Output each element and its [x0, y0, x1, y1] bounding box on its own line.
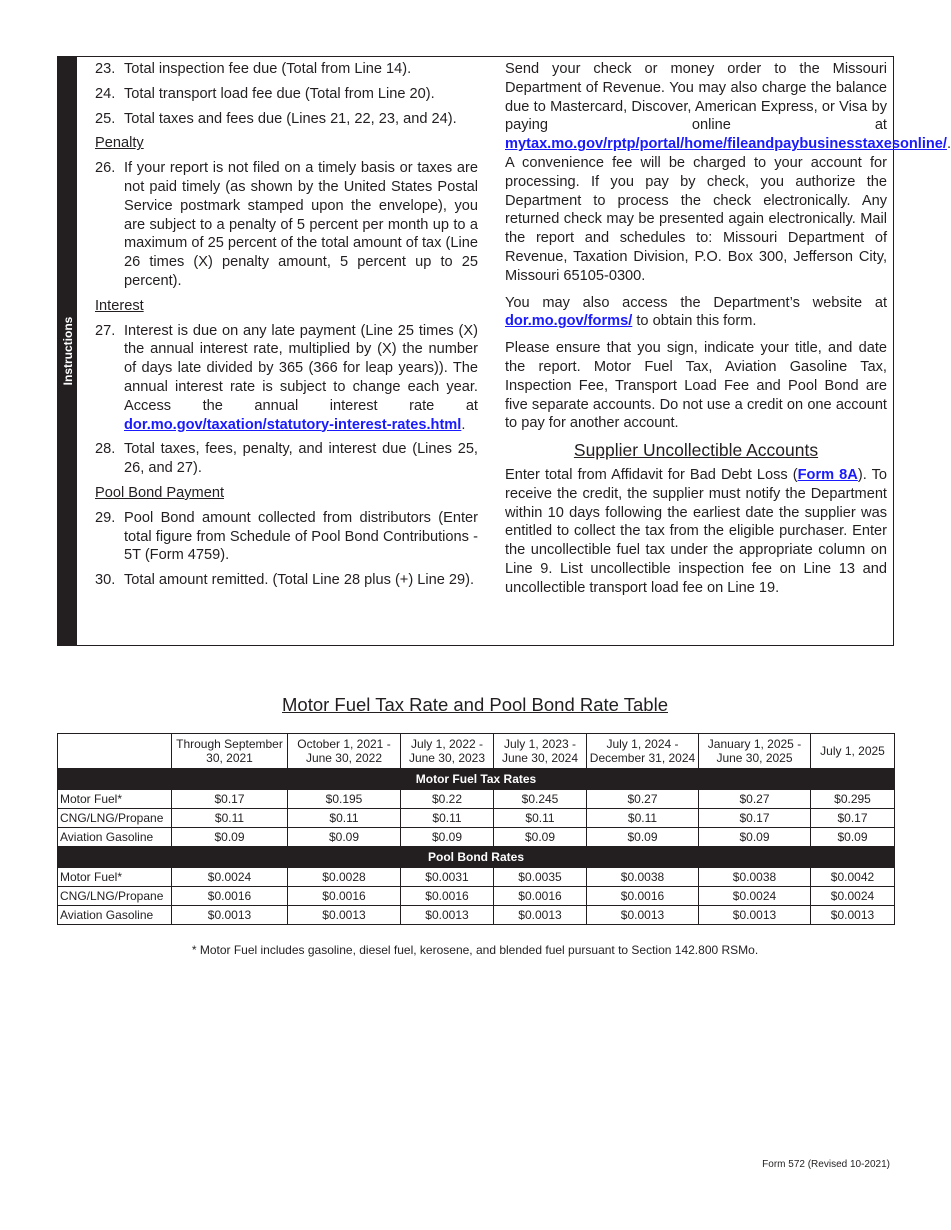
item-text-end: . [461, 416, 466, 433]
rate-cell: $0.295 [811, 790, 895, 809]
supplier-uncollectible-heading: Supplier Uncollectible Accounts [573, 440, 819, 461]
supplier-paragraph [505, 466, 887, 598]
item-number: 29. [95, 509, 116, 526]
rate-cell: $0.0024 [811, 887, 895, 906]
column-header: January 1, 2025 - June 30, 2025 [699, 734, 811, 769]
forms-link[interactable]: dor.mo.gov/forms/ [505, 313, 633, 330]
rate-cell: $0.11 [401, 809, 494, 828]
rate-cell: $0.0016 [494, 887, 587, 906]
rate-cell: $0.0016 [587, 887, 699, 906]
table-row [58, 868, 895, 887]
row-label: CNG/LNG/Propane [58, 809, 172, 828]
rate-cell: $0.0028 [288, 868, 401, 887]
item-text: Total amount remitted. (Total Line 28 plus (+) Line 29). [124, 572, 475, 589]
rate-cell: $0.17 [172, 790, 288, 809]
motor-fuel-band-label: Motor Fuel Tax Rates [58, 769, 895, 790]
rate-cell: $0.11 [494, 809, 587, 828]
payment-paragraph [505, 60, 951, 286]
item-number: 30. [95, 572, 116, 589]
sign-paragraph: Please ensure that you sign, indicate your title, and date the report. Motor Fuel Tax, Aviation Gasoline Tax, Inspection Fee, Transport Load Fee and Pool Bond are five separate accounts. Do not use a credit on one account to pay for another account. [505, 340, 887, 432]
column-header: July 1, 2022 - June 30, 2023 [401, 734, 494, 769]
instructions-box [57, 56, 951, 646]
rate-cell: $0.09 [401, 828, 494, 847]
instructions-side-tab [58, 57, 77, 645]
table-row [58, 790, 895, 809]
rate-cell: $0.09 [587, 828, 699, 847]
motor-fuel-footnote: * Motor Fuel includes gasoline, diesel fuel, kerosene, and blended fuel pursuant to Section 142.800 RSMo. [191, 943, 759, 957]
item-text: Total transport load fee due (Total from Line 20). [124, 85, 435, 102]
item-text-body: Interest is due on any late payment (Line 25 times (X) the annual interest rate, multiplied by (X) the number of days late divided by 365 (366 for leap years)). The annual interest rate is subject to change each year. Access the annual interest rate at [124, 322, 478, 414]
rate-cell: $0.27 [699, 790, 811, 809]
rate-cell: $0.11 [587, 809, 699, 828]
table-header-row [58, 734, 895, 769]
line-item-23 [95, 60, 478, 79]
row-label: Aviation Gasoline [58, 828, 172, 847]
payment-text: Send your check or money order to the Missouri Department of Revenue. You may also charge the balance due to Mastercard, Discover, American Express, or Visa by paying online at [505, 61, 887, 134]
rate-cell: $0.0013 [172, 906, 288, 925]
rate-cell: $0.09 [494, 828, 587, 847]
column-header: July 1, 2024 - December 31, 2024 [587, 734, 699, 769]
item-number: 25. [95, 110, 116, 127]
row-label: Motor Fuel* [58, 868, 172, 887]
rate-cell: $0.17 [811, 809, 895, 828]
side-tab-label: Instructions [60, 316, 75, 386]
supplier-text-end: ). To receive the credit, the supplier must notify the Department within 10 days following the earliest date the supplier was entitled to collect the tax from the eligible purchaser. Enter the uncollectible fuel tax under the appropriate column on Line 9. List uncollectible inspection fee on Line 13 and uncollectible transport load fee on Line 19. [505, 466, 887, 596]
rate-cell: $0.0013 [494, 906, 587, 925]
pool-bond-band-label: Pool Bond Rates [58, 847, 895, 868]
item-text: Total taxes and fees due (Lines 21, 22, 23, and 24). [124, 110, 457, 127]
rate-cell: $0.195 [288, 790, 401, 809]
rate-cell: $0.0038 [699, 868, 811, 887]
item-number: 24. [95, 85, 116, 102]
rate-cell: $0.0013 [811, 906, 895, 925]
interest-rates-link[interactable]: dor.mo.gov/taxation/statutory-interest-rates.html [124, 416, 462, 433]
line-item-27 [95, 322, 478, 435]
line-item-26 [95, 159, 478, 291]
rate-cell: $0.11 [288, 809, 401, 828]
payment-text-end: . A convenience fee will be charged to your account for processing. If you pay by check, you authorize the Department to process the check electronically. Any returned check may be presented again electronically. Mail the report and schedules to: Missouri Department of Revenue, Taxation Division, P.O. Box 300, Jefferson City, Missouri 65105-0300. [505, 136, 951, 284]
rate-cell: $0.0013 [401, 906, 494, 925]
pool-bond-band-row [58, 847, 895, 868]
rate-cell: $0.245 [494, 790, 587, 809]
rate-cell: $0.17 [699, 809, 811, 828]
rate-cell: $0.0024 [172, 868, 288, 887]
rate-cell: $0.0038 [587, 868, 699, 887]
item-text: Total inspection fee due (Total from Line 14). [124, 61, 412, 77]
column-header: Through September 30, 2021 [172, 734, 288, 769]
row-label: CNG/LNG/Propane [58, 887, 172, 906]
line-item-25 [95, 110, 478, 129]
row-label: Aviation Gasoline [58, 906, 172, 925]
rate-cell: $0.0042 [811, 868, 895, 887]
mytax-portal-link[interactable]: mytax.mo.gov/rptp/portal/home/fileandpaybusinesstaxesonline/ [505, 136, 947, 153]
table-row [58, 906, 895, 925]
penalty-heading: Penalty [95, 135, 144, 152]
item-text: Total taxes, fees, penalty, and interest due (Lines 25, 26, and 27). [124, 441, 478, 477]
item-number: 23. [95, 61, 116, 77]
rate-cell: $0.0016 [172, 887, 288, 906]
column-header: October 1, 2021 - June 30, 2022 [288, 734, 401, 769]
pool-bond-heading: Pool Bond Payment [95, 484, 224, 501]
column-header: July 1, 2025 [811, 734, 895, 769]
row-label: Motor Fuel* [58, 790, 172, 809]
rate-cell: $0.11 [172, 809, 288, 828]
rate-cell: $0.09 [699, 828, 811, 847]
rate-cell: $0.0031 [401, 868, 494, 887]
form-revision-id: Form 572 (Revised 10-2021) [762, 1159, 890, 1170]
line-item-29 [95, 509, 478, 565]
table-row [58, 809, 895, 828]
rate-cell: $0.0016 [401, 887, 494, 906]
website-paragraph [505, 294, 887, 332]
rate-table-title: Motor Fuel Tax Rate and Pool Bond Rate Table [282, 694, 668, 715]
rate-cell: $0.09 [811, 828, 895, 847]
rate-cell: $0.0016 [288, 887, 401, 906]
item-text [124, 322, 478, 435]
instructions-left-column [95, 60, 478, 596]
table-row [58, 828, 895, 847]
interest-heading: Interest [95, 297, 144, 314]
rate-cell: $0.09 [288, 828, 401, 847]
website-text-end: to obtain this form. [632, 313, 757, 330]
column-header: July 1, 2023 - June 30, 2024 [494, 734, 587, 769]
instructions-right-column [505, 60, 951, 606]
item-number: 26. [95, 160, 116, 177]
item-number: 28. [95, 441, 116, 458]
line-item-24 [95, 85, 478, 104]
rate-cell: $0.22 [401, 790, 494, 809]
rate-cell: $0.09 [172, 828, 288, 847]
rate-cell: $0.0013 [288, 906, 401, 925]
rate-cell: $0.0024 [699, 887, 811, 906]
supplier-text: Enter total from Affidavit for Bad Debt Loss ( [505, 466, 798, 483]
item-text: If your report is not filed on a timely basis or taxes are not paid timely (as shown by the United States Postal Service postmark stamped upon the envelope), you are subject to a penalty of 5 percent per month up to a maximum of 25 percent of the total amount of tax (Line 26 times (X) penalty amount, 5 percent up to 25 percent). [124, 160, 478, 289]
item-text: Pool Bond amount collected from distributors (Enter total figure from Schedule of Pool Bond Contributions - 5T (Form 4759). [124, 509, 478, 564]
rate-table [57, 733, 895, 925]
form-8a-link[interactable]: Form 8A [797, 466, 858, 483]
motor-fuel-band-row [58, 769, 895, 790]
rate-cell: $0.0035 [494, 868, 587, 887]
rate-cell: $0.0013 [587, 906, 699, 925]
line-item-28 [95, 440, 478, 478]
rate-cell: $0.27 [587, 790, 699, 809]
website-text: You may also access the Department’s website at [505, 294, 887, 311]
table-row [58, 887, 895, 906]
item-number: 27. [95, 322, 116, 339]
rate-cell: $0.0013 [699, 906, 811, 925]
header-corner-cell [58, 734, 172, 769]
line-item-30 [95, 571, 478, 590]
